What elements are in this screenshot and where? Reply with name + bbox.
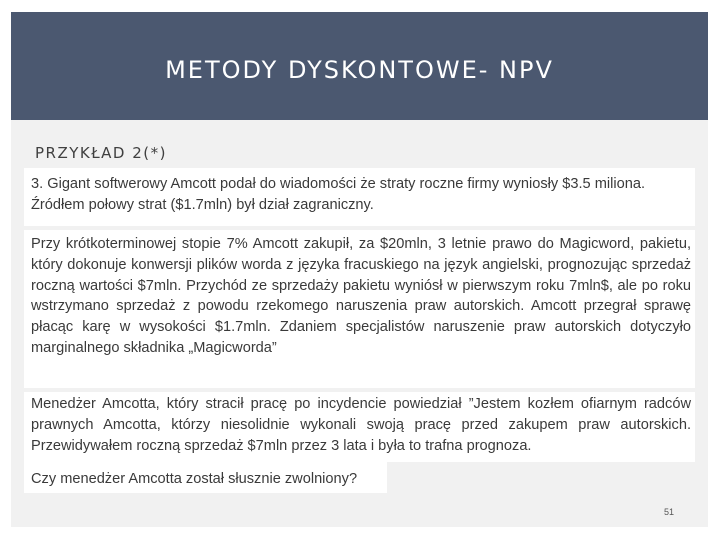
- text-box-case: [24, 230, 695, 388]
- text-box-intro: [24, 168, 695, 226]
- slide-title: METODY DYSKONTOWE- NPV: [165, 56, 554, 84]
- title-bar: [11, 12, 708, 120]
- question-text: Czy menedżer Amcotta został słusznie zwolniony?: [31, 471, 358, 487]
- paragraph-case: Przy krótkoterminowej stopie 7% Amcott zakupił, za $20mln, 3 letnie prawo do Magicword, pakietu, który dokonuje konwersji plików worda z języka fracuskiego na język angielski, prognozując sprzedaż roczną wartości $7mln. Przychód ze sprzedaży pakietu wyniósł w pierwszym roku 7mln$, ale po roku wstrzymano sprzedaż z powodu rzekomego naruszenia praw autorskich. Amcott przegrał sprawę płacąc karę w wysokości $1.7mln. Zdaniem specjalistów naruszenie praw autorskich dotyczyło marginalnego składnika „Magicworda”: [31, 236, 691, 356]
- paragraph-manager: Menedżer Amcotta, który stracił pracę po incydencie powiedział ”Jestem kozłem ofiarnym radców prawnych Amcotta, którzy niesolidnie wykonali swoją pracę przed zakupem praw autorskich. Przewidywałem roczną sprzedaż $7mln przez 3 lata i była to trafna prognoza.: [31, 396, 691, 454]
- page-number: 51: [664, 507, 675, 517]
- slide-subtitle: PRZYKŁAD 2(*): [35, 144, 167, 162]
- paragraph-intro: 3. Gigant softwerowy Amcott podał do wiadomości że straty roczne firmy wyniosły $3.5 miliona. Źródłem połowy strat ($1.7mln) był dział zagraniczny.: [31, 176, 645, 213]
